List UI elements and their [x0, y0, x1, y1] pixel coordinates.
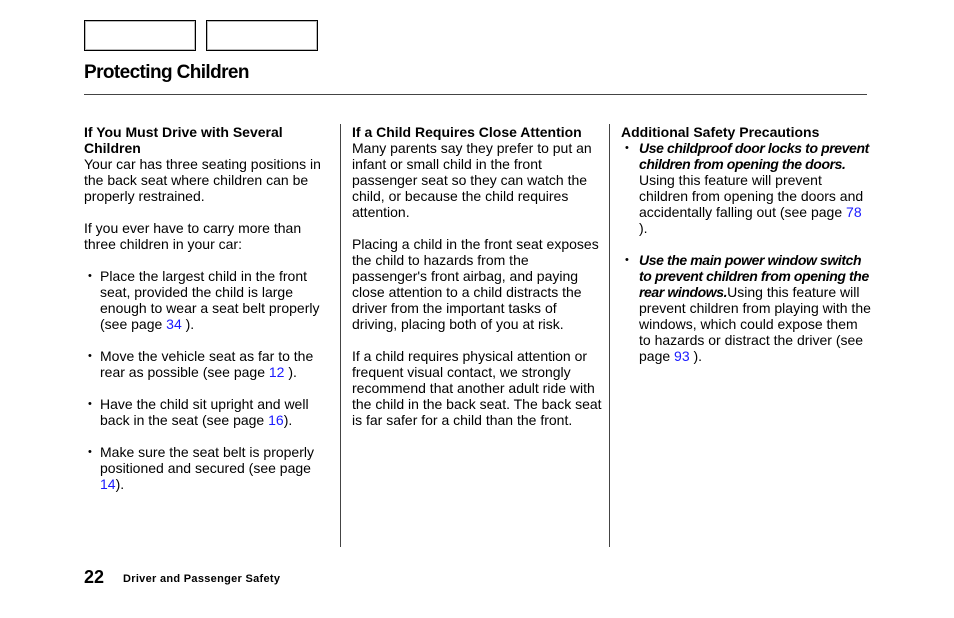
bullet-icon: • — [625, 254, 629, 266]
page-number: 22 — [84, 567, 105, 587]
paragraph: Many parents say they prefer to put an infant or small child in the front passenger seat so they can watch the child, or because the child requires attention. — [352, 140, 592, 220]
list-item — [84, 268, 336, 332]
column-divider — [609, 124, 610, 547]
column-close-attention — [352, 124, 604, 444]
page-reference-link[interactable]: 93 — [674, 348, 690, 364]
list-item — [621, 140, 871, 236]
title-divider — [84, 94, 867, 95]
column-several-children — [84, 124, 336, 508]
list-item-tail: ). — [115, 476, 125, 492]
bullet-icon: • — [88, 270, 92, 282]
column-divider — [340, 124, 341, 547]
column-additional-precautions — [621, 124, 871, 380]
list-item-tail: ). — [639, 220, 648, 236]
paragraph: If a child requires physical attention or frequent visual contact, we strongly recommend that another adult ride with the child in the back seat. The back seat is far safer for a child than the front. — [352, 348, 602, 428]
bullet-icon: • — [88, 446, 92, 458]
page-reference-link[interactable]: 16 — [268, 412, 284, 428]
page-reference-link[interactable]: 14 — [100, 476, 116, 492]
list-item-tail: ). — [284, 364, 297, 380]
list-item-emphasis: Use childproof door locks to prevent children from opening the doors. — [639, 140, 869, 172]
paragraph: Your car has three seating positions in the back seat where children can be properly restrained. — [84, 156, 321, 204]
list-item-text: Move the vehicle seat as far to the rear as possible (see page — [100, 348, 314, 380]
section-heading: If a Child Requires Close Attention — [352, 124, 582, 140]
page-reference-link[interactable]: 34 — [166, 316, 182, 332]
list-item-tail: ). — [181, 316, 195, 332]
paragraph: If you ever have to carry more than three children in your car: — [84, 220, 302, 252]
list-item-tail: ). — [689, 348, 703, 364]
list-item-text: Using this feature will prevent children from opening the doors and accidentally falling out (see page — [639, 172, 864, 220]
bullet-icon: • — [88, 350, 92, 362]
bullet-icon: • — [625, 142, 629, 154]
list-item-text: Using this feature will prevent children from playing with the windows, which could expose them to hazards or distract the driver (see page — [639, 284, 871, 364]
section-heading: Additional Safety Precautions — [621, 124, 820, 140]
list-item-text: Have the child sit upright and well back in the seat (see page — [100, 396, 309, 428]
list-item-emphasis: Use the main power window switch to prevent children from opening the rear windows. — [639, 252, 869, 300]
list-item-text: Place the largest child in the front seat, provided the child is large enough to wear a seat belt properly (see page — [100, 268, 320, 332]
page-reference-link[interactable]: 12 — [268, 364, 285, 380]
paragraph: Placing a child in the front seat exposes the child to hazards from the passenger's front airbag, and paying close attention to a child distracts the driver from the important tasks of driving, placing both of you at risk. — [352, 236, 599, 332]
list-item — [84, 444, 336, 492]
bullet-icon: • — [88, 398, 92, 410]
previous-page-button[interactable] — [84, 20, 196, 51]
bullet-list — [621, 140, 871, 364]
section-heading: If You Must Drive with Several Children — [84, 124, 283, 156]
page-reference-link[interactable]: 78 — [846, 204, 862, 220]
next-page-button[interactable] — [206, 20, 318, 51]
list-item — [84, 396, 336, 428]
section-footer: Driver and Passenger Safety — [123, 573, 281, 585]
bullet-list — [84, 268, 336, 492]
page-title: Protecting Children — [84, 62, 249, 83]
list-item-text: Make sure the seat belt is properly positioned and secured (see page — [100, 444, 314, 476]
list-item — [84, 348, 336, 380]
list-item — [621, 252, 871, 364]
list-item-tail: ). — [283, 412, 293, 428]
